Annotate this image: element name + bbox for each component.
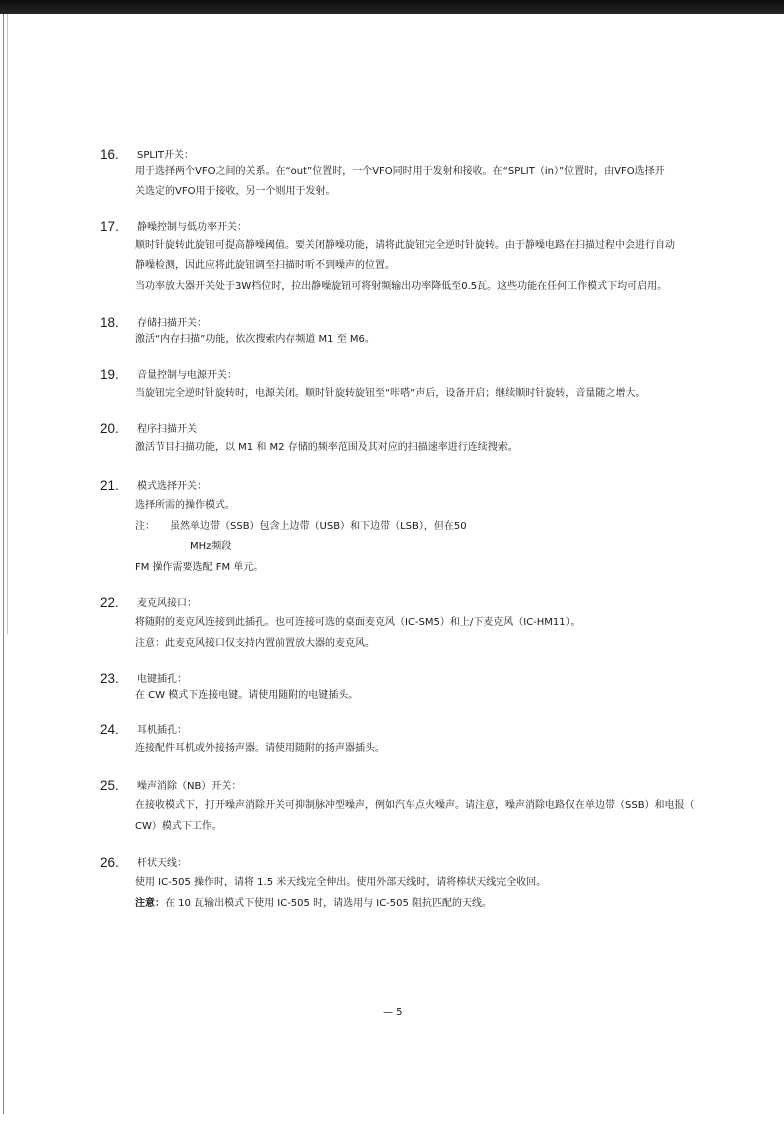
page-number: — 5 xyxy=(383,1007,403,1018)
item-heading: 电键插孔： xyxy=(137,674,187,685)
item-number: 22. xyxy=(100,595,119,610)
item-heading: SPLIT开关： xyxy=(137,150,195,161)
item-heading: 存储扫描开关： xyxy=(137,318,207,329)
note-text: 虽然单边带（SSB）包含上边带（USB）和下边带（LSB），但在50 xyxy=(170,521,467,532)
item-number: 24. xyxy=(100,722,119,737)
item-text-line: 在 CW 模式下连接电键。请使用随附的电键插头。 xyxy=(135,690,359,701)
note-bold-label: 注意： xyxy=(135,898,165,909)
item-heading: 麦克风接口： xyxy=(137,598,197,609)
item-number: 18. xyxy=(100,315,119,330)
item-text-line: 将随附的麦克风连接到此插孔。也可连接可选的桌面麦克风（IC-SM5）和上/下麦克风（IC-HM11）。 xyxy=(135,617,581,628)
note-text: 在 10 瓦输出模式下使用 IC-505 时，请选用与 IC-505 阻抗匹配的天线。 xyxy=(165,898,493,909)
note-label: 注： xyxy=(135,521,155,532)
item-number: 25. xyxy=(100,778,119,793)
item-text-line: CW）模式下工作。 xyxy=(135,821,222,832)
item-text-line: FM 操作需要选配 FM 单元。 xyxy=(135,562,264,573)
item-text-line: 顺时针旋转此旋钮可提高静噪阈值。要关闭静噪功能，请将此旋钮完全逆时针旋转。由于静噪电路在扫描过程中会进行自动 xyxy=(135,240,675,251)
item-text-line: 注意：此麦克风接口仅支持内置前置放大器的麦克风。 xyxy=(135,638,375,649)
item-number: 16. xyxy=(100,147,119,162)
item-heading: 程序扫描开关 xyxy=(137,424,197,435)
item-number: 21. xyxy=(100,478,119,493)
item-text-line: 当旋钮完全逆时针旋转时，电源关闭。顺时针旋转旋钮至“咔嗒”声后，设备开启；继续顺时针旋转，音量随之增大。 xyxy=(135,388,646,399)
item-text-line: 关选定的VFO用于接收，另一个则用于发射。 xyxy=(135,186,336,197)
item-number: 19. xyxy=(100,367,119,382)
item-heading: 噪声消除（NB）开关： xyxy=(137,781,242,792)
item-text-line: 在接收模式下，打开噪声消除开关可抑制脉冲型噪声，例如汽车点火噪声。请注意，噪声消除电路仅在单边带（SSB）和电报（ xyxy=(135,800,695,811)
item-text-line: 激活节目扫描功能，以 M1 和 M2 存储的频率范围及其对应的扫描速率进行连续搜索。 xyxy=(135,442,518,453)
scan-top-edge xyxy=(0,0,784,14)
item-heading: 杆状天线： xyxy=(137,858,187,869)
item-heading: 音量控制与电源开关： xyxy=(137,370,237,381)
item-number: 20. xyxy=(100,421,119,436)
scan-left-edge xyxy=(3,14,4,1114)
item-text-line: 激活“内存扫描”功能，依次搜索内存频道 M1 至 M6。 xyxy=(135,334,375,345)
item-text-line: 当功率放大器开关处于3W档位时，拉出静噪旋钮可将射频输出功率降低至0.5瓦。这些功能在任何工作模式下均可启用。 xyxy=(135,281,668,292)
item-heading: 静噪控制与低功率开关： xyxy=(137,222,247,233)
item-text-line: 用于选择两个VFO之间的关系。在“out”位置时，一个VFO同时用于发射和接收。在“SPLIT（in）”位置时，由VFO选择开 xyxy=(135,166,665,177)
item-heading: 模式选择开关： xyxy=(137,481,207,492)
item-number: 23. xyxy=(100,671,119,686)
item-text-line: 使用 IC-505 操作时，请将 1.5 米天线完全伸出。使用外部天线时，请将棒状天线完全收回。 xyxy=(135,877,547,888)
item-heading: 耳机插孔： xyxy=(137,725,187,736)
note-text-continued: MHz频段 xyxy=(190,541,232,552)
item-text-line: 静噪检测，因此应将此旋钮调至扫描时听不到噪声的位置。 xyxy=(135,260,395,271)
item-text-line: 选择所需的操作模式。 xyxy=(135,500,235,511)
item-text-line: 连接配件耳机或外接扬声器。请使用随附的扬声器插头。 xyxy=(135,743,385,754)
item-number: 17. xyxy=(100,219,119,234)
item-number: 26. xyxy=(100,855,119,870)
item-note-line xyxy=(135,896,492,912)
scan-left-edge-faint xyxy=(7,14,8,634)
